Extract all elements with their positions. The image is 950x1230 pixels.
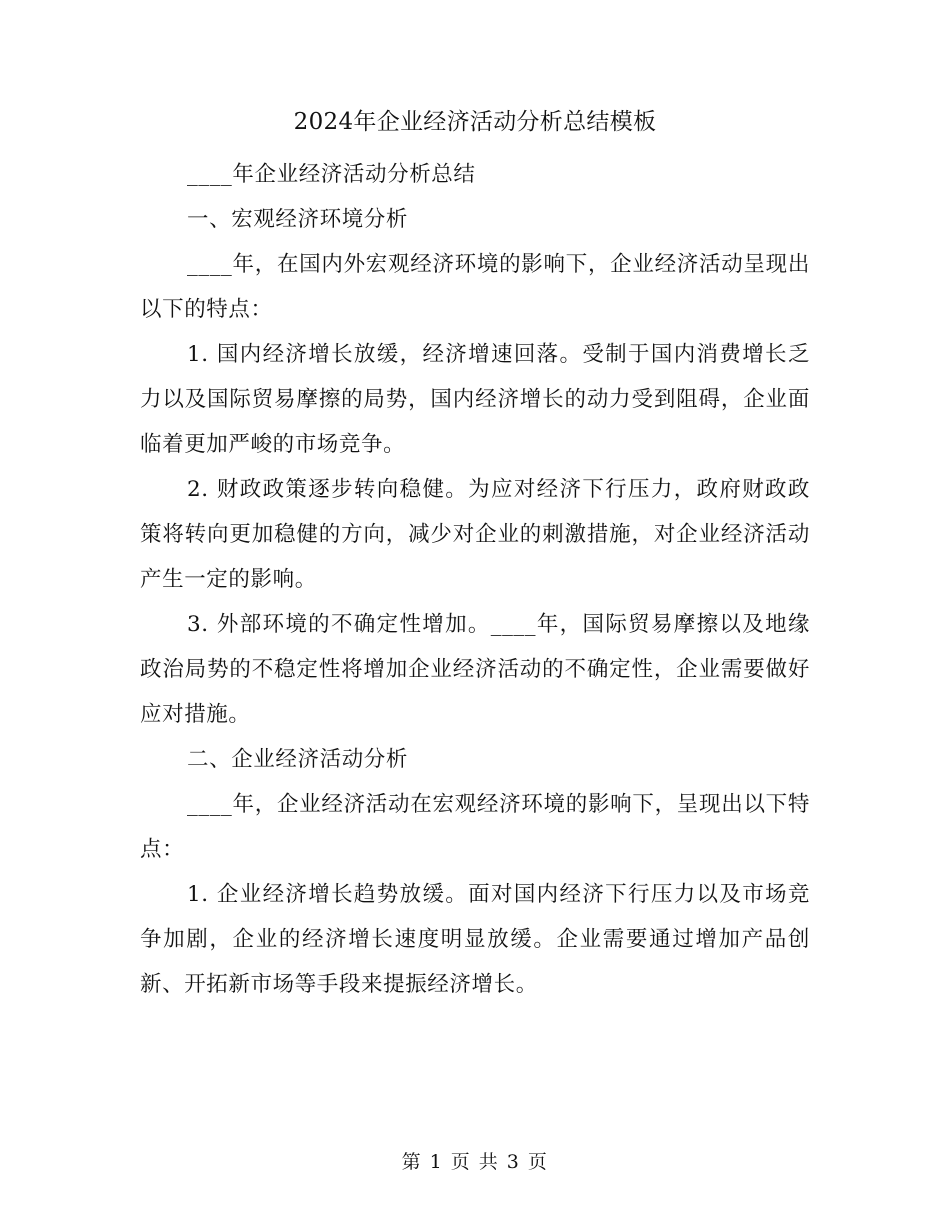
body-paragraph: ____年，企业经济活动在宏观经济环境的影响下，呈现出以下特点： bbox=[140, 792, 810, 862]
list-item-paragraph: 3. 外部环境的不确定性增加。____年，国际贸易摩擦以及地缘政治局势的不稳定性将增加企业经济活动的不确定性，企业需要做好应对措施。 bbox=[140, 612, 810, 727]
subtitle-paragraph: ____年企业经济活动分析总结 bbox=[187, 162, 476, 187]
list-item-paragraph: 1. 国内经济增长放缓，经济增速回落。受制于国内消费增长乏力以及国际贸易摩擦的局势，国内经济增长的动力受到阻碍，企业面临着更加严峻的市场竞争。 bbox=[140, 342, 810, 457]
document-body bbox=[140, 152, 810, 1007]
section-heading-macro: 一、宏观经济环境分析 bbox=[187, 207, 409, 232]
list-item-paragraph: 2. 财政政策逐步转向稳健。为应对经济下行压力，政府财政政策将转向更加稳健的方向，减少对企业的刺激措施，对企业经济活动产生一定的影响。 bbox=[140, 477, 810, 592]
document-title: 2024年企业经济活动分析总结模板 bbox=[293, 109, 657, 135]
body-paragraph: ____年，在国内外宏观经济环境的影响下，企业经济活动呈现出以下的特点： bbox=[140, 252, 810, 322]
section-heading-enterprise: 二、企业经济活动分析 bbox=[187, 747, 409, 772]
list-item-paragraph: 1. 企业经济增长趋势放缓。面对国内经济下行压力以及市场竞争加剧，企业的经济增长速度明显放缓。企业需要通过增加产品创新、开拓新市场等手段来提振经济增长。 bbox=[140, 882, 810, 997]
page-footer: 第 1 页 共 3 页 bbox=[401, 1151, 549, 1173]
